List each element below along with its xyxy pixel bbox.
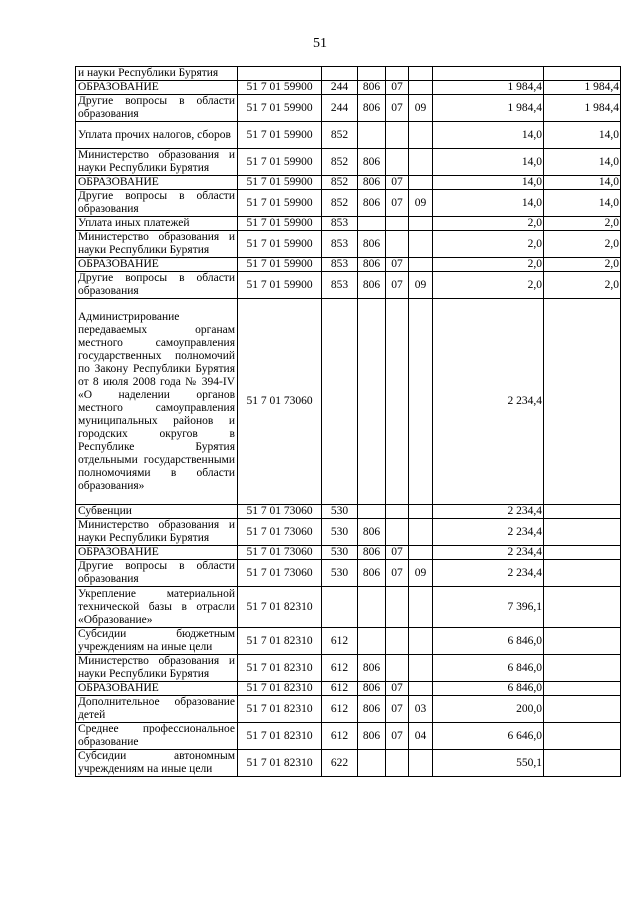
cell-administrator: 806 xyxy=(358,81,386,95)
cell-expense-type: 853 xyxy=(322,217,358,231)
cell-sum-2: 14,0 xyxy=(544,149,621,176)
cell-administrator xyxy=(358,217,386,231)
cell-section: 07 xyxy=(386,190,409,217)
cell-section xyxy=(386,505,409,519)
cell-sum-2: 2,0 xyxy=(544,258,621,272)
cell-sum-2: 2,0 xyxy=(544,231,621,258)
cell-subsection xyxy=(409,299,433,505)
cell-sum-2: 2,0 xyxy=(544,217,621,231)
cell-target-article: 51 7 01 82310 xyxy=(238,723,322,750)
cell-expense-type: 853 xyxy=(322,258,358,272)
cell-administrator xyxy=(358,67,386,81)
cell-target-article: 51 7 01 59900 xyxy=(238,149,322,176)
cell-sum-2 xyxy=(544,750,621,777)
table-row xyxy=(76,95,621,122)
cell-sum-1: 2,0 xyxy=(433,272,544,299)
cell-sum-1: 6 846,0 xyxy=(433,682,544,696)
cell-name: Дополнительное образование детей xyxy=(76,696,238,723)
cell-subsection xyxy=(409,519,433,546)
cell-sum-1: 14,0 xyxy=(433,149,544,176)
cell-expense-type: 852 xyxy=(322,176,358,190)
cell-name: Администрирование передаваемых органам местного самоуправления государственных полномочий по Закону Республики Бурятия от 8 июля 2008 года № 394-IV «О наделении органов местного самоуправления муниципальных районов и городских округов в Республике Бурятия отдельными государственными полномочиями в области образования» xyxy=(76,299,238,505)
cell-sum-2 xyxy=(544,723,621,750)
table-row xyxy=(76,655,621,682)
cell-name: ОБРАЗОВАНИЕ xyxy=(76,176,238,190)
cell-section xyxy=(386,67,409,81)
table-row xyxy=(76,67,621,81)
cell-administrator: 806 xyxy=(358,272,386,299)
cell-expense-type: 852 xyxy=(322,190,358,217)
cell-target-article: 51 7 01 73060 xyxy=(238,560,322,587)
table-row xyxy=(76,505,621,519)
cell-subsection: 04 xyxy=(409,723,433,750)
table-row xyxy=(76,231,621,258)
cell-target-article: 51 7 01 59900 xyxy=(238,272,322,299)
cell-section: 07 xyxy=(386,272,409,299)
cell-section xyxy=(386,655,409,682)
table-row xyxy=(76,176,621,190)
cell-expense-type: 244 xyxy=(322,95,358,122)
cell-sum-2 xyxy=(544,628,621,655)
table-row xyxy=(76,750,621,777)
cell-name: ОБРАЗОВАНИЕ xyxy=(76,546,238,560)
cell-administrator: 806 xyxy=(358,258,386,272)
cell-name: ОБРАЗОВАНИЕ xyxy=(76,81,238,95)
cell-subsection xyxy=(409,655,433,682)
table-body xyxy=(76,67,621,777)
cell-subsection xyxy=(409,628,433,655)
cell-section xyxy=(386,628,409,655)
cell-administrator: 806 xyxy=(358,560,386,587)
table-row xyxy=(76,122,621,149)
cell-target-article: 51 7 01 59900 xyxy=(238,217,322,231)
cell-administrator: 806 xyxy=(358,723,386,750)
cell-sum-1 xyxy=(433,67,544,81)
cell-name: Среднее профессиональное образование xyxy=(76,723,238,750)
table-row xyxy=(76,546,621,560)
cell-sum-2 xyxy=(544,696,621,723)
cell-sum-1: 1 984,4 xyxy=(433,95,544,122)
table-row xyxy=(76,272,621,299)
cell-sum-2 xyxy=(544,67,621,81)
table-row xyxy=(76,560,621,587)
cell-sum-2: 1 984,4 xyxy=(544,95,621,122)
cell-section: 07 xyxy=(386,696,409,723)
cell-administrator: 806 xyxy=(358,696,386,723)
cell-sum-1: 2 234,4 xyxy=(433,546,544,560)
cell-name: Министерство образования и науки Республики Бурятия xyxy=(76,519,238,546)
cell-name: Уплата иных платежей xyxy=(76,217,238,231)
cell-section xyxy=(386,149,409,176)
table-row xyxy=(76,258,621,272)
cell-sum-1: 2 234,4 xyxy=(433,519,544,546)
table-row xyxy=(76,519,621,546)
table-row xyxy=(76,217,621,231)
cell-name: Другие вопросы в области образования xyxy=(76,190,238,217)
cell-subsection xyxy=(409,176,433,190)
cell-administrator xyxy=(358,628,386,655)
cell-target-article: 51 7 01 59900 xyxy=(238,176,322,190)
cell-expense-type: 612 xyxy=(322,655,358,682)
cell-sum-2: 2,0 xyxy=(544,272,621,299)
table-row xyxy=(76,682,621,696)
cell-section xyxy=(386,217,409,231)
cell-name: Другие вопросы в области образования xyxy=(76,272,238,299)
cell-sum-1: 2 234,4 xyxy=(433,505,544,519)
cell-sum-1: 200,0 xyxy=(433,696,544,723)
cell-sum-2: 14,0 xyxy=(544,122,621,149)
cell-section xyxy=(386,122,409,149)
cell-section xyxy=(386,231,409,258)
cell-section: 07 xyxy=(386,560,409,587)
cell-name: Другие вопросы в области образования xyxy=(76,560,238,587)
cell-name: Субвенции xyxy=(76,505,238,519)
table-row xyxy=(76,587,621,628)
cell-sum-1: 6 646,0 xyxy=(433,723,544,750)
cell-sum-2 xyxy=(544,682,621,696)
cell-administrator: 806 xyxy=(358,546,386,560)
table-row xyxy=(76,628,621,655)
cell-target-article: 51 7 01 59900 xyxy=(238,190,322,217)
cell-sum-1: 14,0 xyxy=(433,176,544,190)
cell-expense-type: 612 xyxy=(322,723,358,750)
cell-target-article: 51 7 01 82310 xyxy=(238,628,322,655)
cell-subsection xyxy=(409,231,433,258)
cell-administrator: 806 xyxy=(358,176,386,190)
table-row xyxy=(76,723,621,750)
cell-subsection xyxy=(409,750,433,777)
cell-administrator: 806 xyxy=(358,519,386,546)
cell-section xyxy=(386,299,409,505)
cell-sum-1: 6 846,0 xyxy=(433,628,544,655)
cell-sum-1: 2 234,4 xyxy=(433,299,544,505)
cell-expense-type: 853 xyxy=(322,272,358,299)
cell-administrator: 806 xyxy=(358,95,386,122)
cell-subsection xyxy=(409,81,433,95)
cell-sum-2 xyxy=(544,299,621,505)
cell-administrator: 806 xyxy=(358,231,386,258)
cell-expense-type: 612 xyxy=(322,696,358,723)
cell-expense-type: 530 xyxy=(322,560,358,587)
cell-expense-type: 852 xyxy=(322,122,358,149)
cell-section: 07 xyxy=(386,723,409,750)
cell-name: Уплата прочих налогов, сборов xyxy=(76,122,238,149)
cell-expense-type: 852 xyxy=(322,149,358,176)
cell-subsection xyxy=(409,505,433,519)
cell-sum-2: 14,0 xyxy=(544,190,621,217)
cell-target-article: 51 7 01 82310 xyxy=(238,682,322,696)
cell-sum-1: 2 234,4 xyxy=(433,560,544,587)
cell-expense-type: 530 xyxy=(322,519,358,546)
cell-administrator: 806 xyxy=(358,149,386,176)
cell-name: Министерство образования и науки Республики Бурятия xyxy=(76,149,238,176)
cell-administrator: 806 xyxy=(358,682,386,696)
cell-expense-type xyxy=(322,587,358,628)
cell-section: 07 xyxy=(386,258,409,272)
cell-section: 07 xyxy=(386,81,409,95)
cell-administrator: 806 xyxy=(358,190,386,217)
cell-target-article: 51 7 01 73060 xyxy=(238,299,322,505)
cell-sum-2 xyxy=(544,560,621,587)
cell-sum-1: 2,0 xyxy=(433,217,544,231)
cell-target-article: 51 7 01 82310 xyxy=(238,655,322,682)
cell-name: ОБРАЗОВАНИЕ xyxy=(76,682,238,696)
cell-name: Министерство образования и науки Республики Бурятия xyxy=(76,655,238,682)
cell-sum-1: 2,0 xyxy=(433,231,544,258)
cell-sum-1: 6 846,0 xyxy=(433,655,544,682)
cell-administrator xyxy=(358,750,386,777)
cell-expense-type: 612 xyxy=(322,682,358,696)
cell-subsection xyxy=(409,682,433,696)
cell-subsection xyxy=(409,587,433,628)
cell-administrator: 806 xyxy=(358,655,386,682)
budget-table xyxy=(75,66,621,777)
cell-target-article: 51 7 01 59900 xyxy=(238,122,322,149)
cell-expense-type: 622 xyxy=(322,750,358,777)
cell-name: Другие вопросы в области образования xyxy=(76,95,238,122)
cell-name: Министерство образования и науки Республики Бурятия xyxy=(76,231,238,258)
cell-administrator xyxy=(358,299,386,505)
cell-subsection: 09 xyxy=(409,272,433,299)
cell-sum-1: 2,0 xyxy=(433,258,544,272)
cell-sum-1: 7 396,1 xyxy=(433,587,544,628)
cell-target-article: 51 7 01 73060 xyxy=(238,505,322,519)
cell-target-article: 51 7 01 59900 xyxy=(238,258,322,272)
page-number: 51 xyxy=(313,36,327,51)
cell-section: 07 xyxy=(386,682,409,696)
table-row xyxy=(76,149,621,176)
cell-administrator xyxy=(358,122,386,149)
cell-target-article: 51 7 01 82310 xyxy=(238,587,322,628)
cell-subsection xyxy=(409,258,433,272)
cell-target-article: 51 7 01 73060 xyxy=(238,519,322,546)
cell-sum-1: 550,1 xyxy=(433,750,544,777)
cell-expense-type: 612 xyxy=(322,628,358,655)
cell-sum-2 xyxy=(544,546,621,560)
table-row xyxy=(76,81,621,95)
cell-name: Укрепление материальной технической базы в отрасли «Образование» xyxy=(76,587,238,628)
cell-sum-2 xyxy=(544,505,621,519)
cell-sum-1: 14,0 xyxy=(433,122,544,149)
cell-sum-1: 14,0 xyxy=(433,190,544,217)
cell-target-article: 51 7 01 59900 xyxy=(238,81,322,95)
cell-target-article xyxy=(238,67,322,81)
cell-sum-2 xyxy=(544,519,621,546)
cell-subsection xyxy=(409,122,433,149)
cell-target-article: 51 7 01 82310 xyxy=(238,750,322,777)
cell-sum-1: 1 984,4 xyxy=(433,81,544,95)
cell-subsection: 03 xyxy=(409,696,433,723)
cell-target-article: 51 7 01 82310 xyxy=(238,696,322,723)
cell-subsection xyxy=(409,217,433,231)
cell-expense-type: 530 xyxy=(322,546,358,560)
cell-subsection: 09 xyxy=(409,560,433,587)
cell-name: Субсидии автономным учреждениям на иные цели xyxy=(76,750,238,777)
cell-subsection xyxy=(409,149,433,176)
cell-section xyxy=(386,750,409,777)
cell-administrator xyxy=(358,505,386,519)
table-row xyxy=(76,190,621,217)
cell-subsection: 09 xyxy=(409,190,433,217)
cell-expense-type: 530 xyxy=(322,505,358,519)
cell-administrator xyxy=(358,587,386,628)
cell-target-article: 51 7 01 59900 xyxy=(238,231,322,258)
cell-expense-type: 853 xyxy=(322,231,358,258)
cell-name: Субсидии бюджетным учреждениям на иные цели xyxy=(76,628,238,655)
cell-name: и науки Республики Бурятия xyxy=(76,67,238,81)
cell-subsection xyxy=(409,67,433,81)
cell-section: 07 xyxy=(386,176,409,190)
cell-sum-2 xyxy=(544,655,621,682)
cell-expense-type xyxy=(322,67,358,81)
table-row xyxy=(76,696,621,723)
cell-target-article: 51 7 01 73060 xyxy=(238,546,322,560)
cell-subsection xyxy=(409,546,433,560)
cell-sum-2: 14,0 xyxy=(544,176,621,190)
cell-expense-type xyxy=(322,299,358,505)
cell-target-article: 51 7 01 59900 xyxy=(238,95,322,122)
cell-section: 07 xyxy=(386,95,409,122)
table-row xyxy=(76,299,621,505)
cell-section xyxy=(386,519,409,546)
cell-subsection: 09 xyxy=(409,95,433,122)
cell-section xyxy=(386,587,409,628)
cell-name: ОБРАЗОВАНИЕ xyxy=(76,258,238,272)
cell-section: 07 xyxy=(386,546,409,560)
cell-expense-type: 244 xyxy=(322,81,358,95)
cell-sum-2 xyxy=(544,587,621,628)
cell-sum-2: 1 984,4 xyxy=(544,81,621,95)
